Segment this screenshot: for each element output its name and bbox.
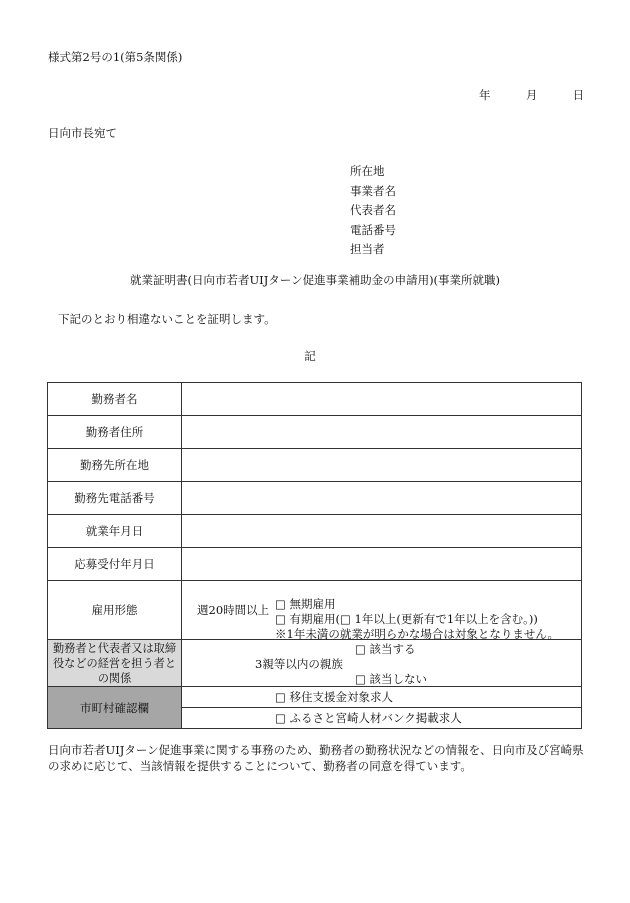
row-label-city-check: 市町村確認欄 xyxy=(48,687,182,729)
date-day: 日 xyxy=(572,88,585,102)
relation-cell xyxy=(182,640,582,687)
employment-type-cell xyxy=(182,581,582,640)
talent-bank-checkbox[interactable]: □ ふるさと宮崎人材バンク掲載求人 xyxy=(182,708,582,729)
workplace-address-field[interactable] xyxy=(182,449,582,482)
relation-yes-checkbox[interactable]: □ 該当する xyxy=(355,642,416,656)
permanent-employment-checkbox[interactable]: □ 無期雇用 xyxy=(275,597,336,611)
application-date-field[interactable] xyxy=(182,548,582,581)
row-label-relation: 勤務者と代表者又は取締役などの経営を担う者との関係 xyxy=(48,640,182,687)
table-row-relation xyxy=(48,640,582,687)
date-year: 年 xyxy=(479,88,491,102)
relation-no-checkbox[interactable]: □ 該当しない xyxy=(355,672,428,686)
row-label-application-date: 応募受付年月日 xyxy=(48,548,182,581)
applicant-field-contact: 担当者 xyxy=(350,242,385,256)
employment-note: ※1年未満の就業が明らかな場合は対象となりません。 xyxy=(275,627,560,641)
week-hours-label: 週20時間以上 xyxy=(197,603,270,617)
table-row xyxy=(48,482,582,515)
start-date-field[interactable] xyxy=(182,515,582,548)
applicant-block xyxy=(350,162,396,260)
lead-text: 下記のとおり相違ないことを証明します。 xyxy=(58,312,276,326)
table-row xyxy=(48,383,582,416)
relocation-support-checkbox[interactable]: □ 移住支援金対象求人 xyxy=(182,687,582,708)
row-label-worker-address: 勤務者住所 xyxy=(48,416,182,449)
table-row xyxy=(48,515,582,548)
row-label-workplace-phone: 勤務先電話番号 xyxy=(48,482,182,515)
date-month: 月 xyxy=(525,88,538,102)
worker-name-field[interactable] xyxy=(182,383,582,416)
addressee: 日向市長宛て xyxy=(48,126,117,140)
form-number: 様式第2号の1(第5条関係) xyxy=(48,50,183,64)
workplace-phone-field[interactable] xyxy=(182,482,582,515)
row-label-employment-type: 雇用形態 xyxy=(48,581,182,640)
document-title: 就業証明書(日向市若者UIJターン促進事業補助金の申請用)(事業所就職) xyxy=(129,273,501,287)
applicant-field-address: 所在地 xyxy=(350,164,385,178)
certificate-table xyxy=(47,382,582,729)
relation-question: 3親等以内の親族 xyxy=(255,657,343,671)
applicant-field-phone: 電話番号 xyxy=(350,222,396,237)
consent-footer: 日向市若者UIJターン促進事業に関する事務のため、勤務者の勤務状況などの情報を、日向市及び宮崎県の求めに応じて、当該情報を提供することについて、勤務者の同意を得ています。 xyxy=(48,743,584,773)
row-label-workplace-address: 勤務先所在地 xyxy=(48,449,182,482)
fixed-term-employment-checkbox[interactable]: □ 有期雇用(□ 1年以上(更新有で1年以上を含む。)) xyxy=(275,612,538,626)
table-row xyxy=(48,449,582,482)
table-row xyxy=(48,416,582,449)
applicant-field-representative: 代表者名 xyxy=(350,203,396,217)
table-row-employment xyxy=(48,581,582,640)
applicant-field-business-name: 事業者名 xyxy=(350,183,396,198)
worker-address-field[interactable] xyxy=(182,416,582,449)
date-line xyxy=(479,87,584,103)
table-row-city-check xyxy=(48,687,582,708)
row-label-start-date: 就業年月日 xyxy=(48,515,182,548)
ki-heading: 記 xyxy=(304,349,316,363)
row-label-worker-name: 勤務者名 xyxy=(48,383,182,416)
table-row xyxy=(48,548,582,581)
